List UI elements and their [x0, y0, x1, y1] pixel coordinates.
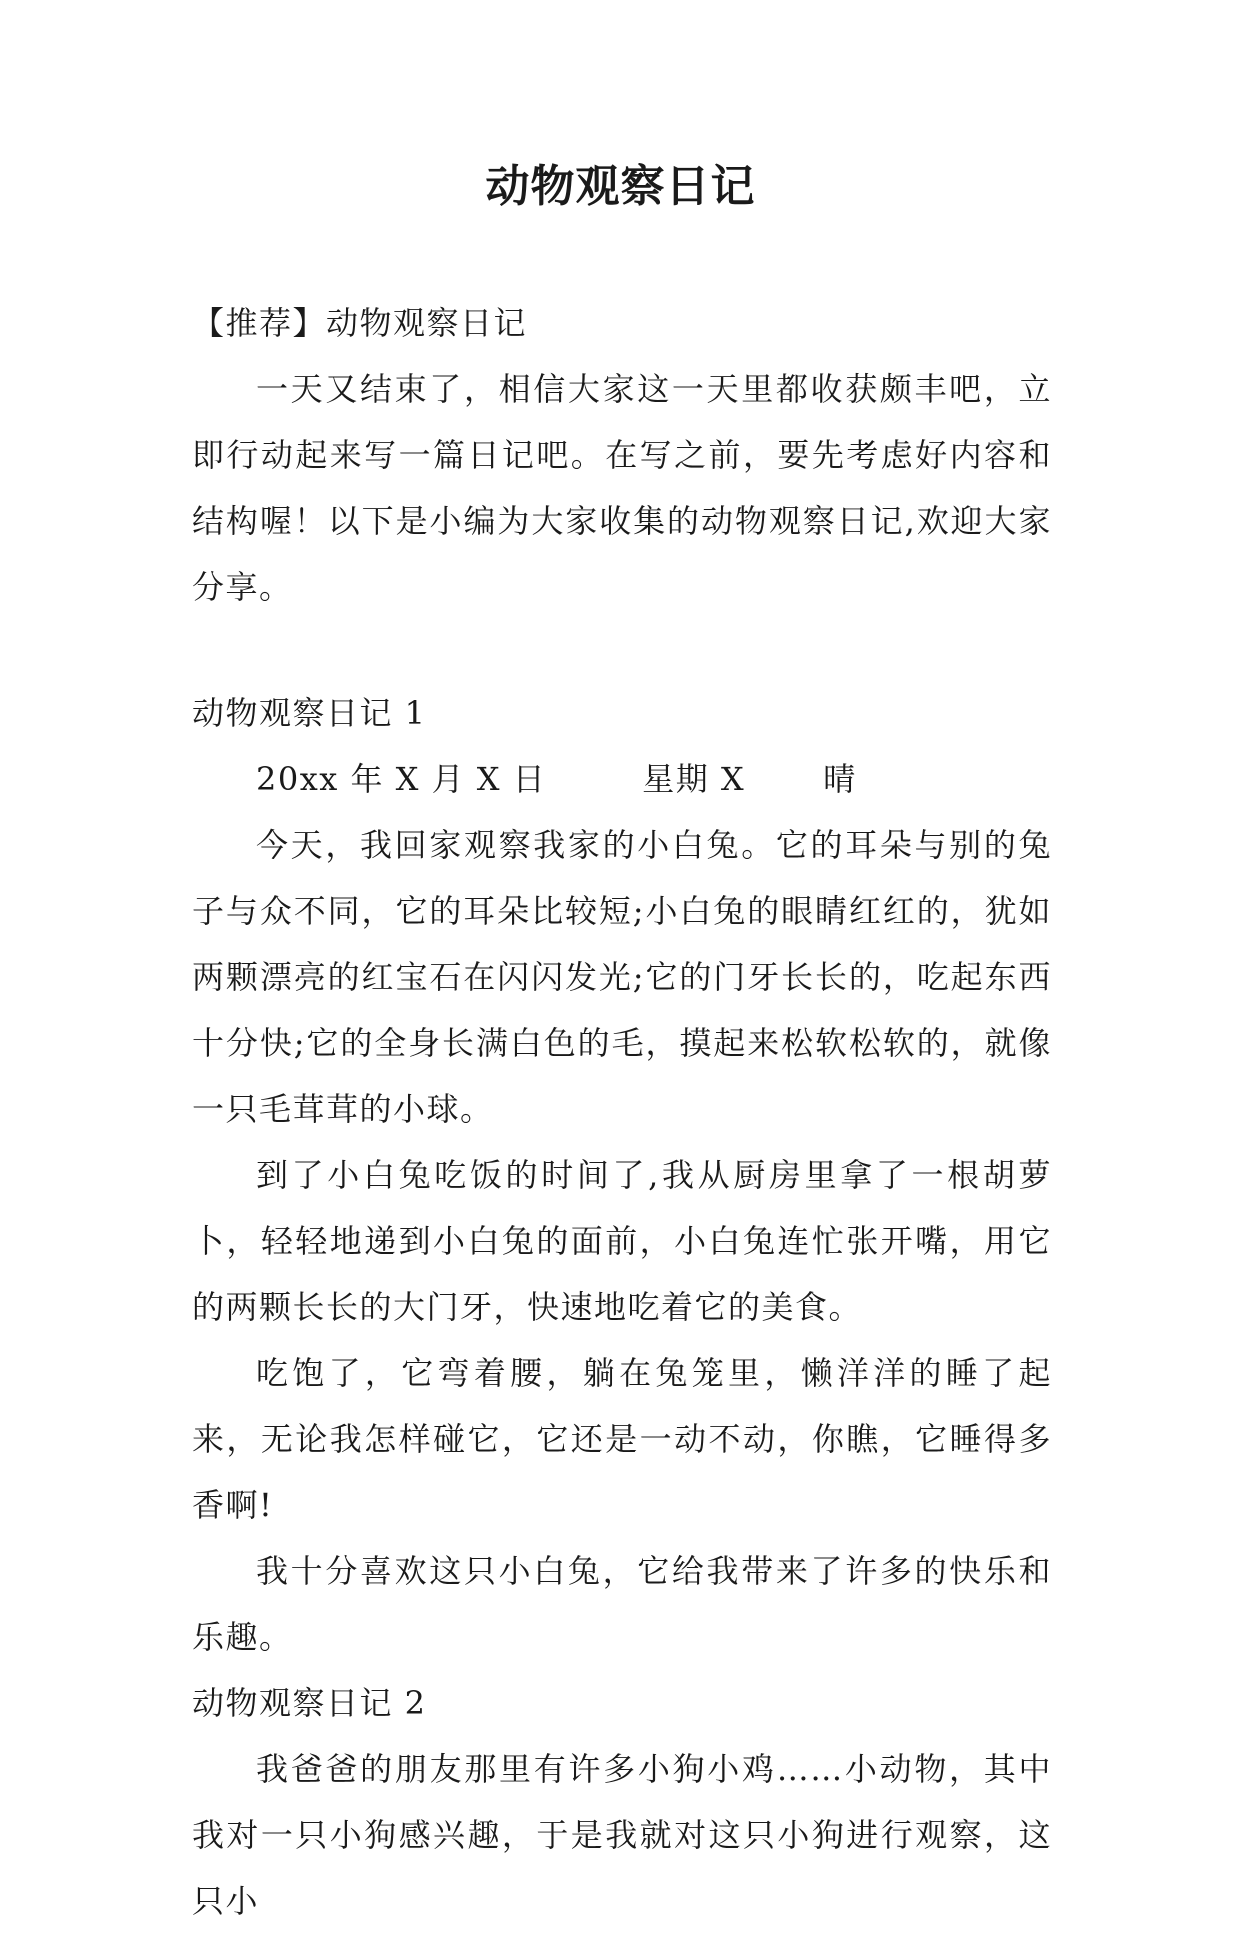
- diary1-paragraph: 到了小白兔吃饭的时间了,我从厨房里拿了一根胡萝卜，轻轻地递到小白兔的面前，小白兔连忙张开嘴，用它的两颗长长的大门牙，快速地吃着它的美食。: [192, 1156, 1052, 1326]
- document-title: 动物观察日记: [485, 161, 756, 212]
- diary1-weather: 晴: [823, 760, 857, 798]
- document-body: [192, 290, 1052, 1934]
- diary1-dateline: [192, 746, 1052, 812]
- section-gap: [192, 620, 1052, 680]
- diary1-paragraph: 我十分喜欢这只小白兔，它给我带来了许多的快乐和乐趣。: [192, 1552, 1052, 1656]
- diary2-heading: 动物观察日记 2: [192, 1684, 427, 1722]
- diary1-heading: 动物观察日记 1: [192, 694, 427, 732]
- diary1-paragraph: 吃饱了，它弯着腰，躺在兔笼里，懒洋洋的睡了起来，无论我怎样碰它，它还是一动不动，你瞧，它睡得多香啊!: [192, 1354, 1052, 1524]
- intro-label: 【推荐】动物观察日记: [192, 304, 528, 342]
- intro-paragraph: 一天又结束了，相信大家这一天里都收获颇丰吧，立即行动起来写一篇日记吧。在写之前，要先考虑好内容和结构喔！以下是小编为大家收集的动物观察日记,欢迎大家分享。: [192, 370, 1052, 606]
- diary1-paragraph: 今天，我回家观察我家的小白兔。它的耳朵与别的兔子与众不同，它的耳朵比较短;小白兔的眼睛红红的，犹如两颗漂亮的红宝石在闪闪发光;它的门牙长长的，吃起东西十分快;它的全身长满白色的毛，摸起来松软松软的，就像一只毛茸茸的小球。: [192, 826, 1052, 1128]
- diary2-paragraph: 我爸爸的朋友那里有许多小狗小鸡……小动物，其中我对一只小狗感兴趣，于是我就对这只小狗进行观察，这只小: [192, 1750, 1052, 1920]
- diary1-date: 20xx 年 X 月 X 日: [256, 760, 547, 798]
- diary1-weekday: 星期 X: [642, 760, 746, 798]
